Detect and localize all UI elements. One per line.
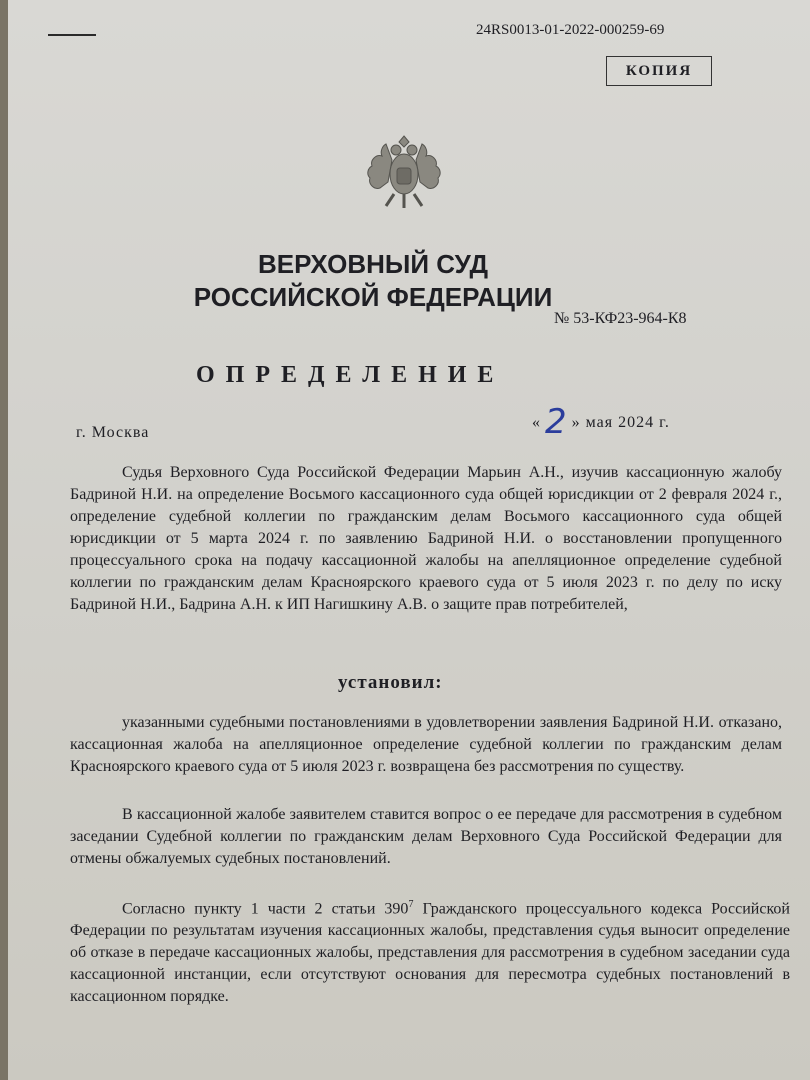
court-name-line2: РОССИЙСКОЙ ФЕДЕРАЦИИ	[193, 282, 553, 312]
case-number: № 53-КФ23-964-К8	[554, 310, 687, 327]
paragraph-complaint: В кассационной жалобе заявителем ставится вопрос о ее передаче для рассмотрения в судебном заседании Судебной коллегии по гражданским делам Верховного Суда Российской Федерации для отмены обжалуемых судебных постановлений.	[70, 806, 782, 867]
court-name	[168, 248, 578, 314]
article-superscript: 7	[408, 899, 414, 910]
law-text-start: Согласно пункту 1 части 2 статьи 390	[122, 900, 409, 918]
date-day-handwritten: 2	[545, 402, 568, 442]
russian-coat-of-arms-icon	[360, 128, 448, 216]
place: г. Москва	[76, 424, 150, 441]
court-name-line1: ВЕРХОВНЫЙ СУД	[257, 249, 489, 279]
established-heading: установил:	[338, 672, 443, 693]
paragraph-law	[70, 894, 790, 1008]
document-id: 24RS0013-01-2022-000259-69	[476, 22, 665, 38]
document-title: ОПРЕДЕЛЕНИЕ	[196, 362, 505, 388]
date-close-quote: »	[571, 414, 581, 431]
date-month-year: мая 2024 г.	[585, 414, 670, 431]
paragraph-rulings: указанными судебными постановлениями в удовлетворении заявления Бадриной Н.И. отказано, кассационная жалоба на апелляционное определение судебной коллегии по гражданским делам Красноярского краевого суда от 5 июля 2023 г. возвращена без рассмотрения по существу.	[70, 714, 782, 775]
copy-stamp: КОПИЯ	[606, 56, 712, 86]
paragraph-intro: Судья Верховного Суда Российской Федерации Марьин А.Н., изучив кассационную жалобу Бадриной Н.И. на определение Восьмого кассационного суда общей юрисдикции от 2 февраля 2024 г., определение судебной коллегии по гражданским делам Восьмого кассационного суда общей юрисдикции от 5 марта 2024 г. по заявлению Бадриной Н.И. о восстановлении пропущенного процессуального срока на подачу кассационной жалобы на апелляционное определение судебной коллегии по гражданским делам Красноярского краевого суда от 5 июля 2023 г. по делу по иску Бадриной Н.И., Бадрина А.Н. к ИП Нагишкину А.В. о защите прав потребителей,	[70, 464, 782, 613]
corner-dash-mark	[48, 34, 96, 36]
law-text-end: Гражданского процессуального кодекса Российской Федерации по результатам изучения кассационных жалобы, представления судья выносит определение об отказе в передаче кассационных жалобы, представления для рассмотрения в судебном заседании суда кассационной инстанции, если отсутствуют основания для пересмотра судебных постановлений в кассационном порядке.	[70, 900, 790, 1006]
date-open-quote: «	[532, 414, 541, 431]
document-date	[532, 402, 670, 442]
document-page	[8, 0, 810, 1080]
